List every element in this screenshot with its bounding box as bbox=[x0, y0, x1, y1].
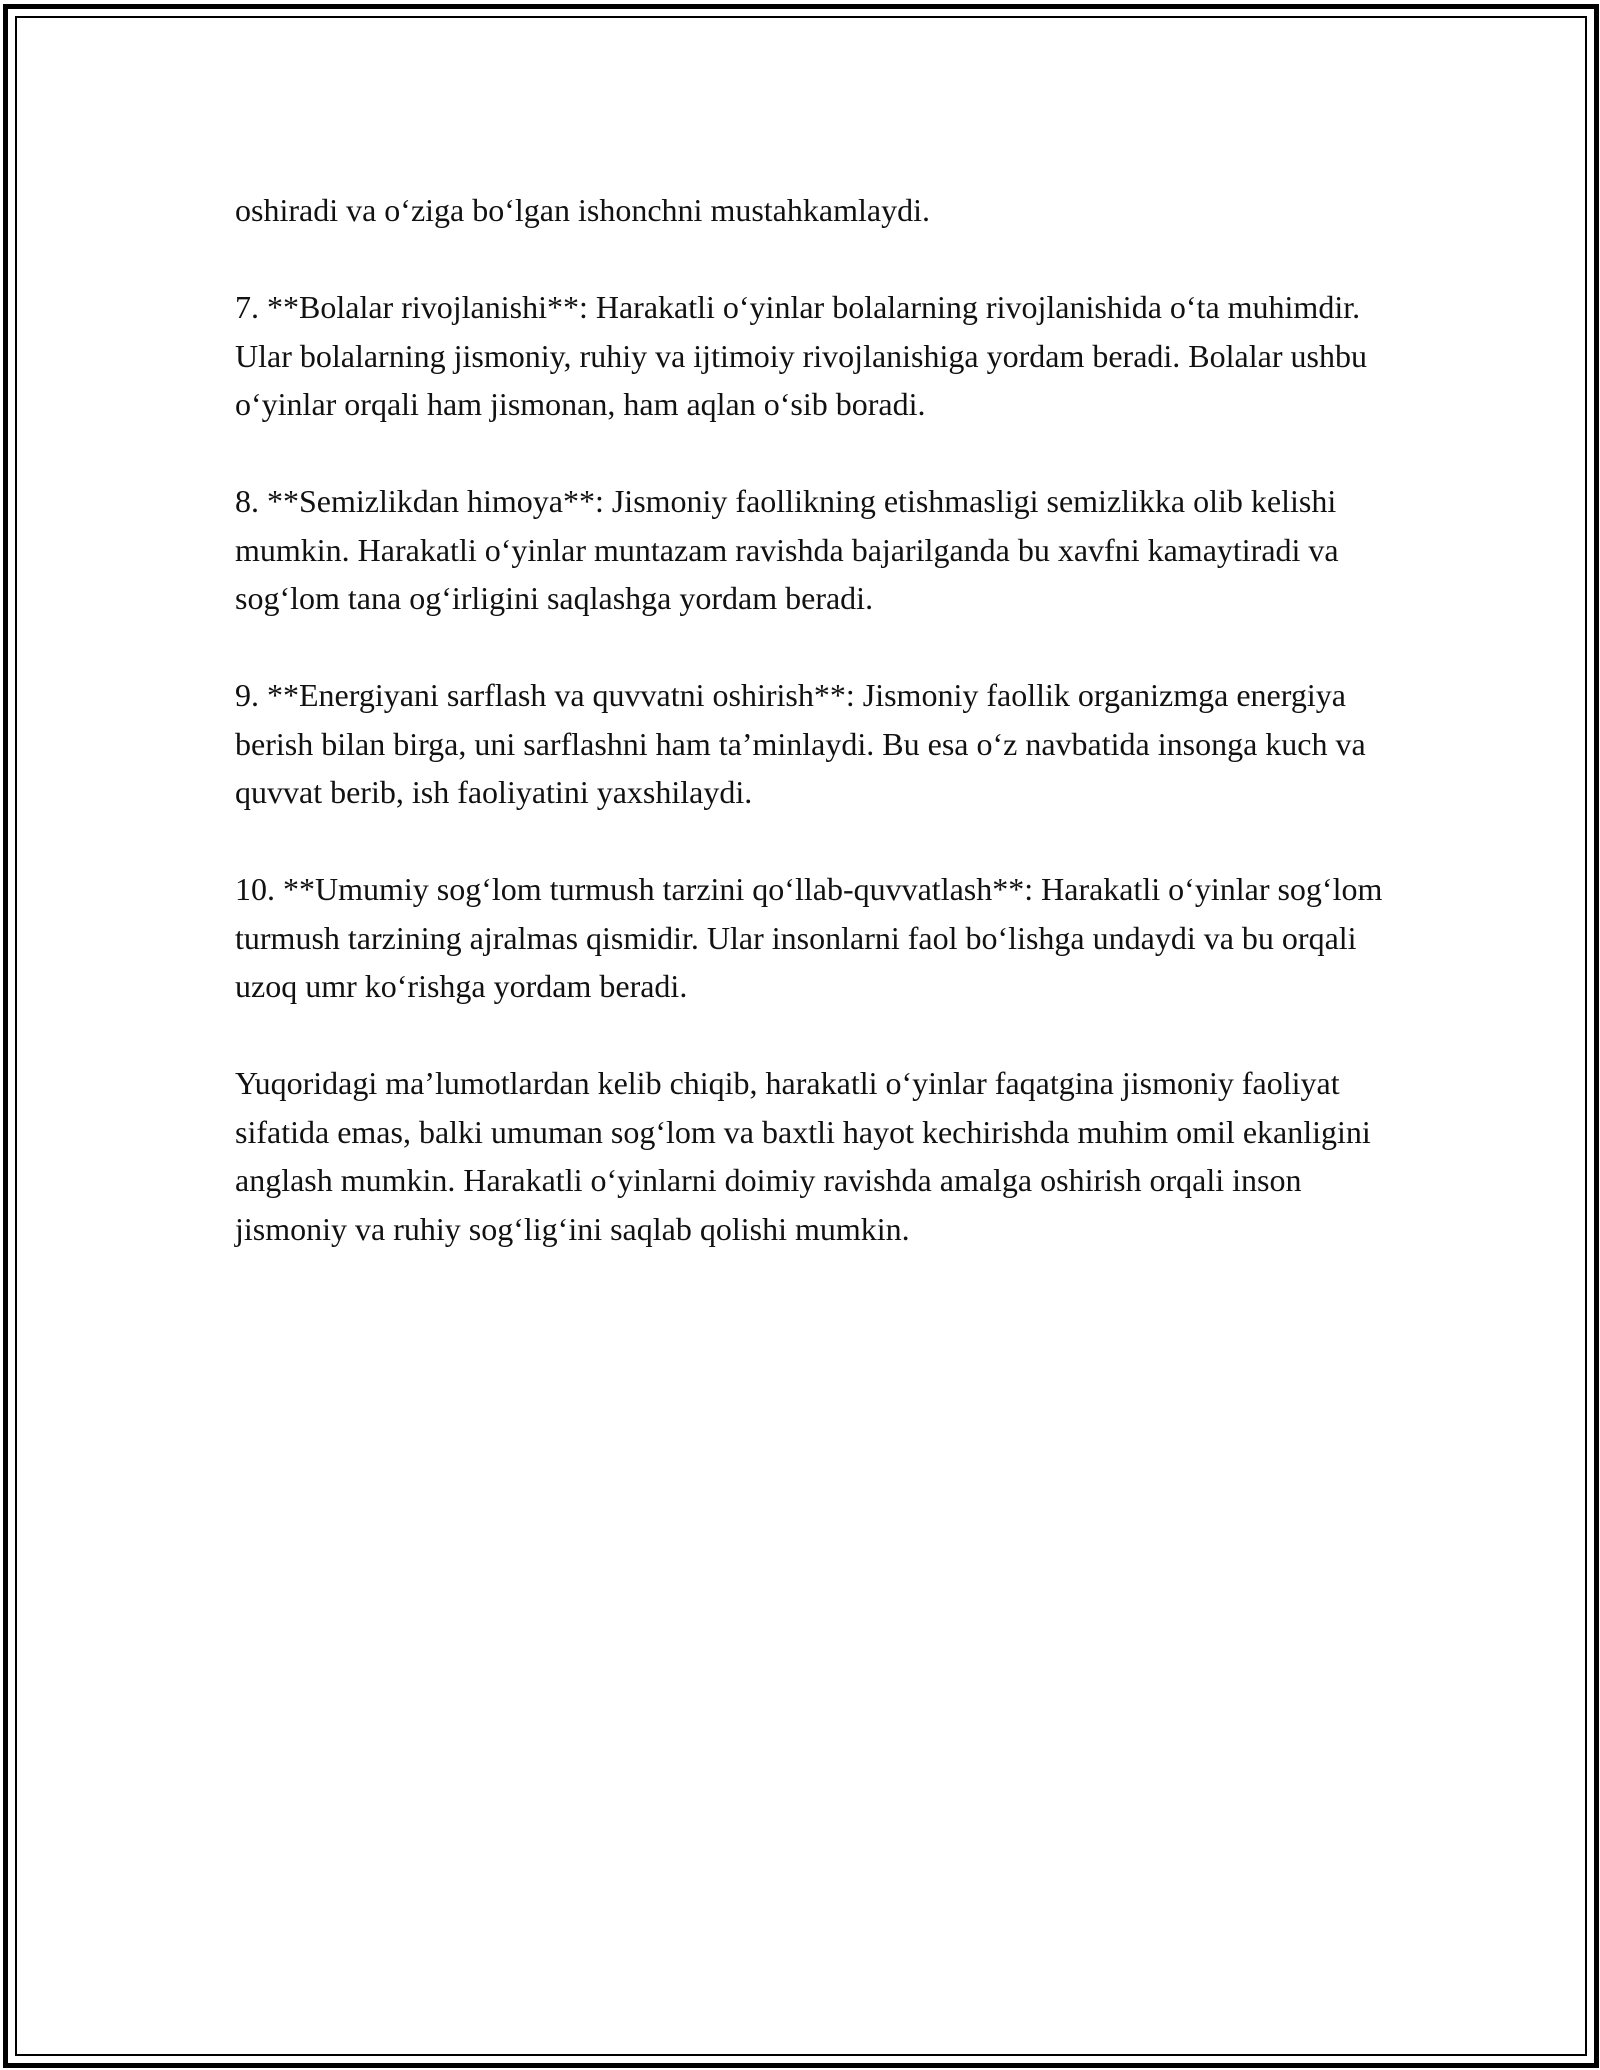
paragraph-item-9: 9. **Energiyani sarflash va quvvatni oshirish**: Jismoniy faollik organizmga energiya berish bilan birga, uni sarflashni ham ta’minlaydi. Bu esa o‘z navbatida insonga kuch va quvvat berib, ish faoliyatini yaxshilaydi. bbox=[235, 677, 1366, 810]
paragraph-continuation: oshiradi va o‘ziga bo‘lgan ishonchni mustahkamlaydi. bbox=[235, 192, 930, 228]
document-body bbox=[235, 186, 1385, 1302]
paragraph-item-8: 8. **Semizlikdan himoya**: Jismoniy faollikning etishmasligi semizlikka olib kelishi mumkin. Harakatli o‘yinlar muntazam ravishda bajarilganda bu xavfni kamaytiradi va sog‘lom tana og‘irligini saqlashga yordam beradi. bbox=[235, 483, 1339, 616]
paragraph-item-7: 7. **Bolalar rivojlanishi**: Harakatli o‘yinlar bolalarning rivojlanishida o‘ta muhimdir. Ular bolalarning jismoniy, ruhiy va ijtimoiy rivojlanishiga yordam beradi. Bolalar ushbu o‘yinlar orqali ham jismonan, ham aqlan o‘sib boradi. bbox=[235, 289, 1367, 422]
paragraph-item-10: 10. **Umumiy sog‘lom turmush tarzini qo‘llab-quvvatlash**: Harakatli o‘yinlar sog‘lom turmush tarzining ajralmas qismidir. Ular insonlarni faol bo‘lishga undaydi va bu orqali uzoq umr ko‘rishga yordam beradi. bbox=[235, 871, 1383, 1004]
paragraph-conclusion: Yuqoridagi ma’lumotlardan kelib chiqib, harakatli o‘yinlar faqatgina jismoniy faoliyat sifatida emas, balki umuman sog‘lom va baxtli hayot kechirishda muhim omil ekanligini anglash mumkin. Harakatli o‘yinlarni doimiy ravishda amalga oshirish orqali inson jismoniy va ruhiy sog‘lig‘ini saqlab qolishi mumkin. bbox=[235, 1065, 1371, 1247]
